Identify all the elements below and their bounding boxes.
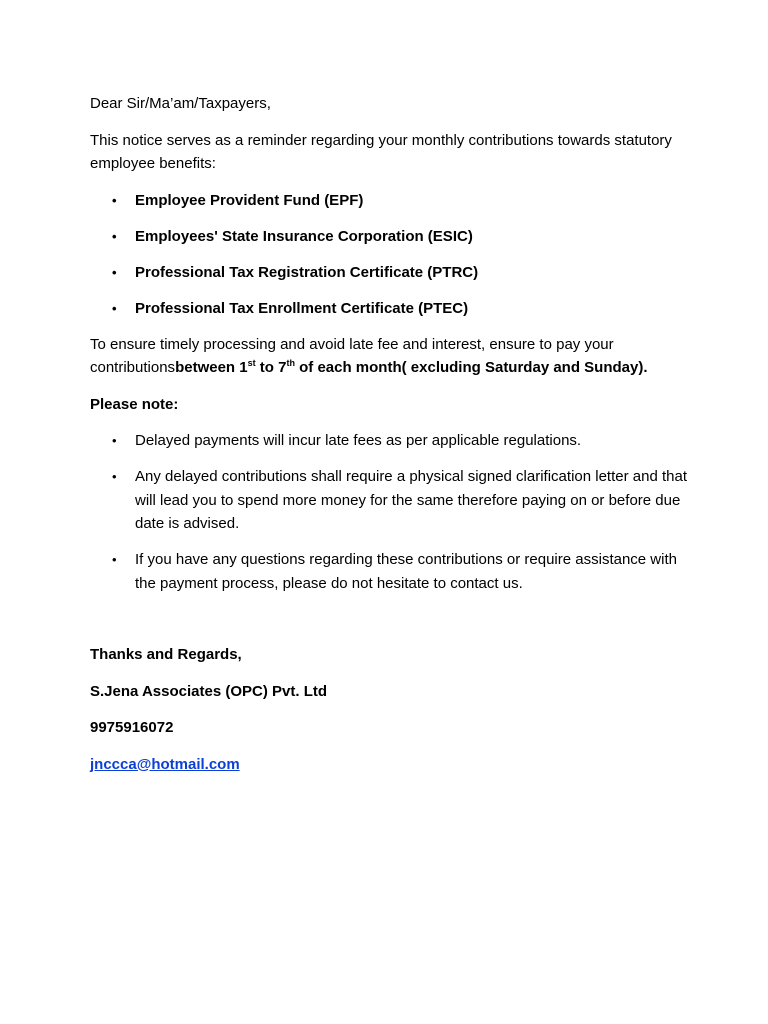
timing-bold-end: of each month( excluding Saturday and Sunday). [294,359,648,376]
note-item-late-fees: • Delayed payments will incur late fees as per applicable regulations. [90,429,690,453]
letter-body [90,92,690,789]
timing-paragraph [90,333,690,380]
timing-lead: To ensure timely processing and avoid late fee and interest, ensure to pay your contributions [90,335,614,376]
closing-block [90,643,690,776]
company-name: S.Jena Associates (OPC) Pvt. Ltd [90,682,328,700]
benefit-item-ptrc: • Professional Tax Registration Certificate (PTRC) [90,261,690,285]
greeting: Dear Sir/Ma’am/Taxpayers, [90,95,271,112]
notes-list [90,429,690,595]
timing-sup-seventh: th [286,358,295,368]
benefit-item-ptec: • Professional Tax Enrollment Certificate (PTEC) [90,297,690,321]
note-item-clarification: • Any delayed contributions shall require a physical signed clarification letter and that will lead you to spend more money for the same therefore paying on or before due date is advised. [90,465,690,536]
benefit-item-esic: • Employees' State Insurance Corporation (ESIC) [90,225,690,249]
timing-sup-first: st [247,358,256,368]
benefits-list [90,189,690,321]
note-item-contact: • If you have any questions regarding these contributions or require assistance with the payment process, please do not hesitate to contact us. [90,548,690,595]
please-note-heading: Please note: [90,395,179,413]
intro-paragraph: This notice serves as a reminder regarding your monthly contributions towards statutory employee benefits: [90,131,672,172]
timing-bold-mid: to 7 [255,359,287,376]
sign-off: Thanks and Regards, [90,646,242,663]
email-link[interactable]: jnccca@hotmail.com [90,755,240,773]
timing-bold-start: between 1 [175,359,248,376]
phone-number: 9975916072 [90,719,174,736]
benefit-item-epf: • Employee Provident Fund (EPF) [90,189,690,213]
